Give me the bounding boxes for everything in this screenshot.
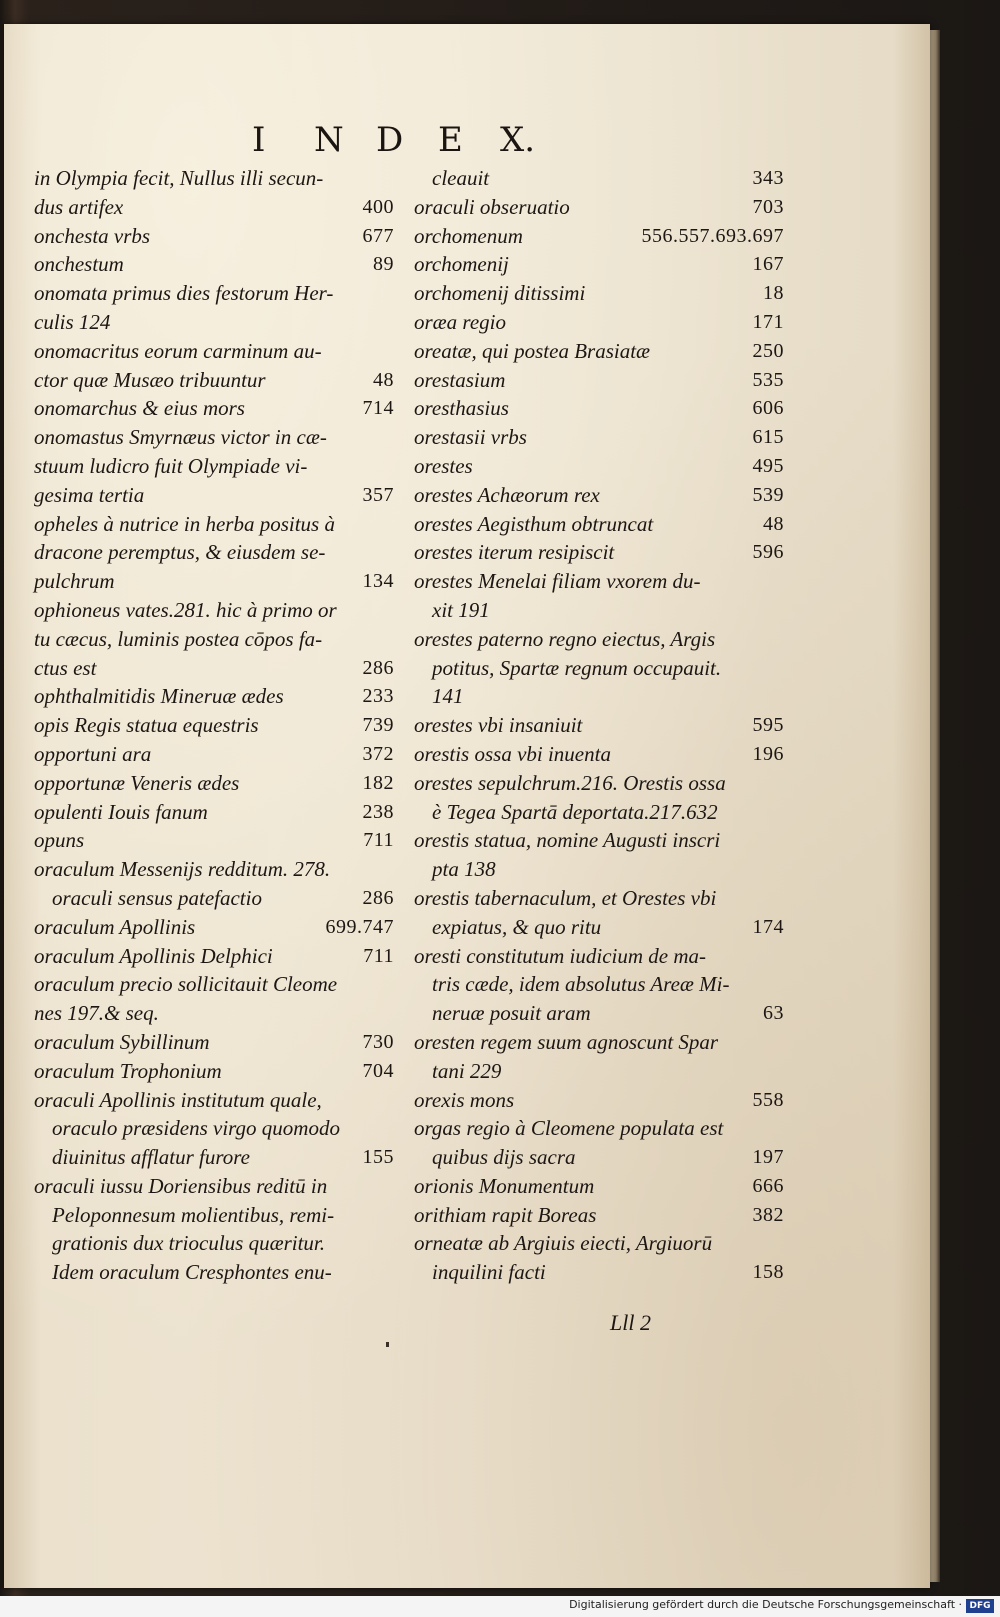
entry-page-number: 666 <box>752 1174 784 1197</box>
entry-text: onomacritus eorum carminum au- <box>34 338 322 363</box>
index-entry <box>34 942 394 971</box>
index-entry <box>34 308 394 337</box>
index-entry <box>34 1143 394 1172</box>
index-entry <box>34 1201 394 1230</box>
entry-page-number: 739 <box>362 714 394 737</box>
entry-text: orestes Aegisthum obtruncat <box>414 511 654 536</box>
entry-text: onchestum <box>34 252 124 277</box>
index-entry <box>34 510 394 539</box>
entry-text: è Tegea Spartā deportata.217.632 <box>432 799 718 824</box>
entry-text: ophioneus vates.281. hic à primo or <box>34 597 337 622</box>
index-entry <box>34 798 394 827</box>
entry-text: diuinitus afflatur furore <box>52 1145 250 1170</box>
entry-text: quibus dijs sacra <box>432 1145 576 1170</box>
index-entry <box>34 682 394 711</box>
entry-page-number: 250 <box>752 339 784 362</box>
heading-letter: I <box>252 120 266 160</box>
index-entry <box>414 250 784 279</box>
entry-page-number: 699.747 <box>325 915 394 938</box>
entry-page-number: 63 <box>763 1002 784 1025</box>
entry-text: nes 197.& seq. <box>34 1001 159 1026</box>
index-entry <box>414 769 784 798</box>
index-entry <box>414 798 784 827</box>
entry-text: orestis tabernaculum, et Orestes vbi <box>414 885 717 910</box>
book-page <box>4 24 930 1588</box>
index-entry <box>414 625 784 654</box>
entry-page-number: 48 <box>763 512 784 535</box>
index-entry <box>414 567 784 596</box>
index-entry <box>34 855 394 884</box>
entry-text: oresti constitutum iudicium de ma- <box>414 943 707 968</box>
entry-page-number: 134 <box>362 570 394 593</box>
entry-page-number: 343 <box>752 167 784 189</box>
index-entry <box>34 193 394 222</box>
entry-text: ophthalmitidis Mineruæ ædes <box>34 684 284 709</box>
entry-text: Idem oraculum Cresphontes enu- <box>52 1260 332 1285</box>
index-entry <box>34 999 394 1028</box>
index-entry <box>34 740 394 769</box>
entry-text: orestasium <box>414 367 506 392</box>
page-edge <box>930 30 940 1582</box>
entry-text: opportuni ara <box>34 741 152 766</box>
index-entry <box>414 164 784 193</box>
index-entry <box>414 1086 784 1115</box>
index-entry <box>34 1114 394 1143</box>
entry-text: dus artifex <box>34 194 124 219</box>
entry-page-number: 286 <box>362 656 394 679</box>
index-entry <box>414 1258 784 1287</box>
index-entry <box>34 711 394 740</box>
ink-mark <box>386 1342 389 1347</box>
index-entry <box>414 682 784 711</box>
entry-text: potitus, Spartæ regnum occupauit. <box>432 655 722 680</box>
index-entry <box>34 222 394 251</box>
page-heading <box>252 120 572 160</box>
entry-text: orgas regio à Cleomene populata est <box>414 1116 724 1141</box>
index-entry <box>34 279 394 308</box>
index-column-left <box>34 164 394 1287</box>
entry-page-number: 197 <box>752 1146 784 1169</box>
index-entry <box>414 740 784 769</box>
index-entry <box>414 1143 784 1172</box>
entry-text: orestasii vrbs <box>414 425 527 450</box>
entry-text: oraculi iussu Doriensibus reditū in <box>34 1173 328 1198</box>
signature-mark: Lll 2 <box>610 1310 651 1335</box>
entry-text: orestes iterum resipiscit <box>414 540 615 565</box>
entry-text: orestes Menelai filiam vxorem du- <box>414 569 701 594</box>
entry-text: orestes sepulchrum.216. Orestis ossa <box>414 770 726 795</box>
index-entry <box>414 826 784 855</box>
index-entry <box>414 1057 784 1086</box>
entry-text: oraculum Messenijs redditum. 278. <box>34 857 331 882</box>
entry-text: inquilini facti <box>432 1260 546 1285</box>
entry-page-number: 606 <box>752 397 784 420</box>
index-entry <box>414 596 784 625</box>
entry-text: opuns <box>34 828 85 853</box>
footer-credit: Digitalisierung gefördert durch die Deutsche Forschungsgemeinschaft · <box>569 1598 962 1611</box>
entry-text: opheles à nutrice in herba positus à <box>34 511 335 536</box>
heading-letter: N <box>314 120 344 160</box>
entry-text: stuum ludicro fuit Olympiade vi- <box>34 453 308 478</box>
entry-page-number: 233 <box>362 685 394 708</box>
index-entry <box>34 596 394 625</box>
index-entry <box>34 884 394 913</box>
index-entry <box>414 711 784 740</box>
entry-page-number: 48 <box>373 368 394 391</box>
entry-text: opulenti Iouis fanum <box>34 799 208 824</box>
entry-text: oraculi sensus patefactio <box>52 885 262 910</box>
entry-page-number: 558 <box>752 1088 784 1111</box>
entry-text: orexis mons <box>414 1087 515 1112</box>
entry-text: opportunæ Veneris ædes <box>34 770 240 795</box>
index-entry <box>34 337 394 366</box>
index-entry <box>414 222 784 251</box>
entry-text: onomarchus & eius mors <box>34 396 245 421</box>
entry-page-number: 382 <box>752 1203 784 1226</box>
entry-page-number: 539 <box>752 483 784 506</box>
index-entry <box>414 394 784 423</box>
entry-text: tani 229 <box>432 1058 502 1083</box>
entry-page-number: 182 <box>362 771 394 794</box>
entry-text: gesima tertia <box>34 482 145 507</box>
index-entry <box>414 1114 784 1143</box>
entry-text: onomata primus dies festorum Her- <box>34 281 334 306</box>
entry-text: oraculum precio sollicitauit Cleome <box>34 972 338 997</box>
entry-page-number: 495 <box>752 454 784 477</box>
entry-page-number: 155 <box>362 1146 394 1169</box>
entry-text: orestes Achæorum rex <box>414 482 600 507</box>
index-entry <box>34 826 394 855</box>
index-entry <box>414 279 784 308</box>
index-entry <box>34 164 394 193</box>
entry-page-number: 357 <box>362 483 394 506</box>
index-entry <box>414 193 784 222</box>
entry-page-number: 372 <box>362 742 394 765</box>
index-entry <box>34 423 394 452</box>
entry-text: oreatæ, qui postea Brasiatæ <box>414 338 651 363</box>
entry-text: dracone peremptus, & eiusdem se- <box>34 540 326 565</box>
entry-text: orithiam rapit Boreas <box>414 1202 597 1227</box>
entry-text: onomastus Smyrnæus victor in cæ- <box>34 425 327 450</box>
entry-text: orchomenum <box>414 223 523 248</box>
index-entry <box>34 1028 394 1057</box>
entry-text: neruæ posuit aram <box>432 1001 591 1026</box>
index-entry <box>34 970 394 999</box>
entry-text: grationis dux trioculus quæritur. <box>52 1231 326 1256</box>
entry-text: oresten regem suum agnoscunt Spar <box>414 1029 719 1054</box>
entry-text: tris cæde, idem absolutus Areæ Mi- <box>432 972 730 997</box>
index-entry <box>34 625 394 654</box>
entry-text: oresthasius <box>414 396 509 421</box>
entry-page-number: 286 <box>362 886 394 909</box>
index-entry <box>414 884 784 913</box>
index-entry <box>34 1229 394 1258</box>
index-entry <box>34 1258 394 1287</box>
index-entry <box>34 1172 394 1201</box>
entry-text: oraculum Sybillinum <box>34 1029 210 1054</box>
index-entry <box>414 423 784 452</box>
entry-text: xit 191 <box>432 597 490 622</box>
index-entry <box>34 654 394 683</box>
entry-page-number: 714 <box>362 397 394 420</box>
entry-text: orchomenij <box>414 252 509 277</box>
entry-text: ctus est <box>34 655 97 680</box>
entry-text: onchesta vrbs <box>34 223 151 248</box>
index-entry <box>414 913 784 942</box>
index-entry <box>34 394 394 423</box>
entry-page-number: 730 <box>362 1030 394 1053</box>
index-entry <box>34 769 394 798</box>
dfg-logo: DFG <box>966 1599 994 1613</box>
entry-text: orchomenij ditissimi <box>414 281 586 306</box>
entry-page-number: 18 <box>763 282 784 305</box>
index-entry <box>414 970 784 999</box>
index-entry <box>414 654 784 683</box>
entry-page-number: 595 <box>752 714 784 737</box>
entry-page-number: 535 <box>752 368 784 391</box>
index-entry <box>34 567 394 596</box>
entry-text: cleauit <box>432 166 490 190</box>
entry-page-number: 89 <box>373 253 394 276</box>
entry-text: orestes paterno regno eiectus, Argis <box>414 626 716 651</box>
entry-text: oraculum Apollinis <box>34 914 196 939</box>
index-entry <box>414 538 784 567</box>
entry-page-number: 171 <box>752 310 784 333</box>
index-entry <box>34 250 394 279</box>
entry-page-number: 167 <box>752 253 784 276</box>
index-entry <box>34 366 394 395</box>
index-entry <box>34 452 394 481</box>
entry-page-number: 711 <box>363 944 394 967</box>
heading-letter: D <box>376 120 404 160</box>
entry-text: orestis ossa vbi inuenta <box>414 741 611 766</box>
entry-page-number: 174 <box>752 915 784 938</box>
index-entry <box>414 999 784 1028</box>
entry-text: oraculi obseruatio <box>414 194 570 219</box>
entry-text: orestes <box>414 453 473 478</box>
entry-text: oraculo præsidens virgo quomodo <box>52 1116 340 1141</box>
entry-text: oraculum Apollinis Delphici <box>34 943 273 968</box>
entry-page-number: 400 <box>362 195 394 218</box>
heading-letter: E <box>438 120 463 160</box>
entry-text: culis 124 <box>34 309 111 334</box>
index-entry <box>414 366 784 395</box>
entry-text: in Olympia fecit, Nullus illi secun- <box>34 166 324 190</box>
entry-text: oraculi Apollinis institutum quale, <box>34 1087 322 1112</box>
entry-text: Peloponnesum molientibus, remi- <box>52 1202 335 1227</box>
entry-text: 141 <box>432 684 464 709</box>
index-entry <box>414 452 784 481</box>
entry-page-number: 238 <box>362 800 394 823</box>
entry-page-number: 703 <box>752 195 784 218</box>
entry-text: opis Regis statua equestris <box>34 713 259 738</box>
index-entry <box>414 308 784 337</box>
entry-text: pulchrum <box>34 569 115 594</box>
index-entry <box>414 337 784 366</box>
entry-text: ctor quæ Musæo tribuuntur <box>34 367 266 392</box>
index-entry <box>414 1201 784 1230</box>
entry-text: expiatus, & quo ritu <box>432 914 602 939</box>
entry-text: orestis statua, nomine Augusti inscri <box>414 828 721 853</box>
index-entry <box>414 1229 784 1258</box>
index-entry <box>414 1172 784 1201</box>
index-entry <box>414 1028 784 1057</box>
entry-page-number: 158 <box>752 1261 784 1284</box>
entry-page-number: 596 <box>752 541 784 564</box>
entry-page-number: 615 <box>752 426 784 449</box>
entry-page-number: 711 <box>363 829 394 852</box>
index-entry <box>34 538 394 567</box>
entry-text: tu cæcus, luminis postea cōpos fa- <box>34 626 323 651</box>
entry-page-number: 196 <box>752 742 784 765</box>
entry-page-number: 704 <box>362 1059 394 1082</box>
index-entry <box>34 1057 394 1086</box>
entry-page-number: 556.557.693.697 <box>641 224 784 247</box>
entry-text: oræa regio <box>414 309 506 334</box>
entry-text: orestes vbi insaniuit <box>414 713 583 738</box>
index-column-right <box>414 164 784 1287</box>
entry-text: orionis Monumentum <box>414 1173 595 1198</box>
index-entry <box>414 942 784 971</box>
index-entry <box>414 510 784 539</box>
index-entry <box>34 913 394 942</box>
digitization-footer <box>0 1596 1000 1617</box>
heading-letter: X. <box>500 120 536 160</box>
index-entry <box>414 481 784 510</box>
entry-text: oraculum Trophonium <box>34 1058 222 1083</box>
index-entry <box>414 855 784 884</box>
entry-text: orneatæ ab Argiuis eiecti, Argiuorū <box>414 1231 713 1256</box>
entry-page-number: 677 <box>362 224 394 247</box>
index-entry <box>34 481 394 510</box>
index-entry <box>34 1086 394 1115</box>
entry-text: pta 138 <box>432 857 496 882</box>
